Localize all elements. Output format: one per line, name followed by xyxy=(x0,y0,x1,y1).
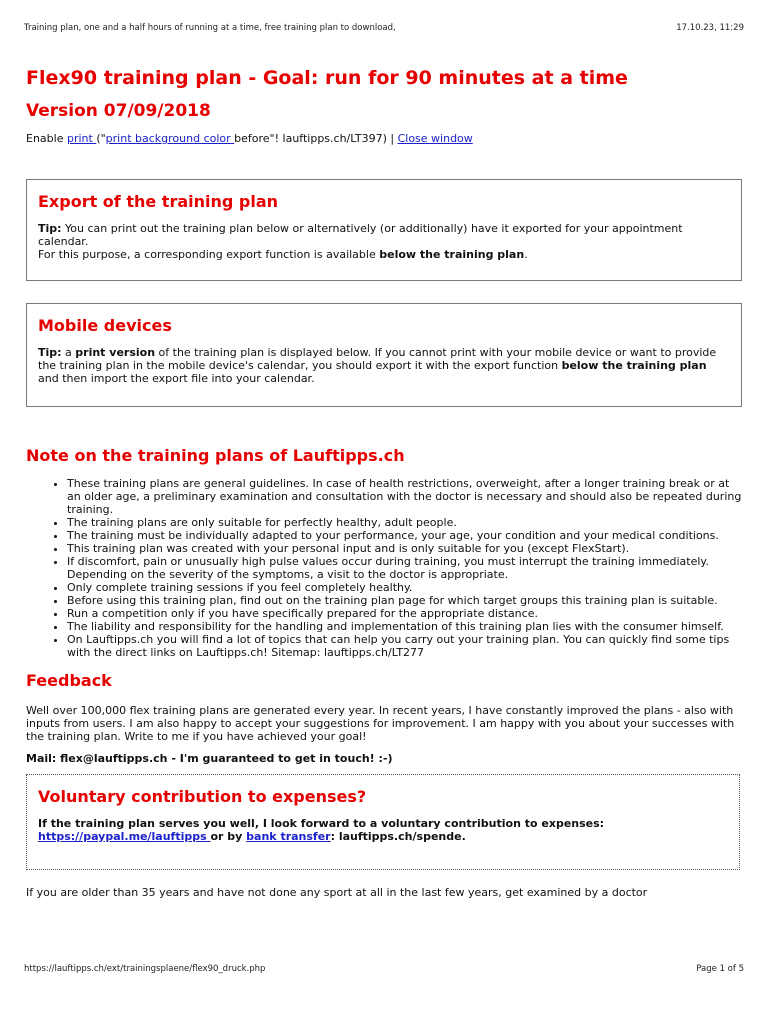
enable-print-line xyxy=(26,132,742,145)
contribution-box xyxy=(26,774,740,870)
contribution-heading: Voluntary contribution to expenses? xyxy=(38,787,367,806)
mobile-t1: a xyxy=(61,346,76,359)
mobile-tip-label: Tip: xyxy=(38,346,62,359)
list-item: • If discomfort, pain or unusually high pulse values occur during training, you must interrupt the training immediately. Depending on the severity of the symptoms, a visit to the doctor is appropriate. xyxy=(67,555,742,581)
notes-list xyxy=(26,477,742,659)
mobile-box xyxy=(26,303,742,407)
doctor-advice-text: If you are older than 35 years and have not done any sport at all in the last few years, get examined by a doctor xyxy=(26,886,648,899)
list-item: • On Lauftipps.ch you will find a lot of topics that can help you carry out your training plan. You can quickly find some tips with the direct links on Lauftipps.ch! Sitemap: lauftipps.ch/LT277 xyxy=(67,633,742,659)
contribution-text xyxy=(38,817,727,843)
print-footer-page: Page 1 of 5 xyxy=(696,964,744,974)
bank-transfer-link[interactable]: bank transfer xyxy=(246,830,331,843)
contribution-line1: If the training plan serves you well, I look forward to a voluntary contribution to expenses: xyxy=(38,817,605,830)
enable-prefix: Enable xyxy=(26,132,67,145)
print-header-datetime: 17.10.23, 11:29 xyxy=(676,23,744,33)
mobile-b1: print version xyxy=(75,346,156,359)
enable-mid1: (" xyxy=(96,132,106,145)
list-item: • Only complete training sessions if you feel completely healthy. xyxy=(67,581,742,594)
page-title: Flex90 training plan - Goal: run for 90 minutes at a time xyxy=(26,67,628,89)
print-footer xyxy=(24,963,744,976)
contribution-suffix: : lauftipps.ch/spende. xyxy=(330,830,466,843)
mobile-t2: of the training plan is displayed below. If you cannot print with your mobile device or want to provide the training plan in the mobile device's calendar, you should export it with the export function xyxy=(38,346,717,372)
mobile-heading: Mobile devices xyxy=(38,316,172,335)
close-window-link[interactable]: Close window xyxy=(397,132,473,145)
export-heading: Export of the training plan xyxy=(38,192,279,211)
list-item: • The training must be individually adapted to your performance, your age, your condition and your medical conditions. xyxy=(67,529,742,542)
print-background-color-link[interactable]: print background color xyxy=(105,132,235,145)
notes-heading: Note on the training plans of Lauftipps.ch xyxy=(26,446,405,465)
list-item: • The liability and responsibility for the handling and implementation of this training plan lies with the consumer himself. xyxy=(67,620,742,633)
list-item: • Before using this training plan, find out on the training plan page for which target groups this training plan is suitable. xyxy=(67,594,742,607)
mobile-text xyxy=(38,346,729,385)
print-footer-url: https://lauftipps.ch/ext/trainingsplaene/flex90_druck.php xyxy=(24,964,266,974)
print-link[interactable]: print xyxy=(66,132,97,145)
mobile-b2: below the training plan xyxy=(561,359,707,372)
feedback-mail: Mail: flex@lauftipps.ch - I'm guaranteed to get in touch! :-) xyxy=(26,752,393,765)
export-box xyxy=(26,179,742,281)
page-content xyxy=(26,66,742,899)
version-heading: Version 07/09/2018 xyxy=(26,101,211,121)
export-text xyxy=(38,222,729,261)
list-item: • This training plan was created with your personal input and is only suitable for you (except FlexStart). xyxy=(67,542,742,555)
export-tip-label: Tip: xyxy=(38,222,62,235)
contribution-mid: or by xyxy=(210,830,247,843)
feedback-text: Well over 100,000 flex training plans are generated every year. In recent years, I have constantly improved the plans - also with inputs from users. I am also happy to accept your suggestions for improvement. I am happy with you about your successes with the training plan. Write to me if you have achieved your goal! xyxy=(26,704,735,743)
list-item: • The training plans are only suitable for perfectly healthy, adult people. xyxy=(67,516,742,529)
enable-mid2: before"! lauftipps.ch/LT397) | xyxy=(234,132,398,145)
mobile-t3: and then import the export file into your calendar. xyxy=(38,372,315,385)
print-header-title: Training plan, one and a half hours of running at a time, free training plan to download, xyxy=(24,23,396,33)
print-header xyxy=(24,22,744,35)
list-item: • These training plans are general guidelines. In case of health restrictions, overweight, after a longer training break or at an older age, a preliminary examination and consultation with the doctor is necessary and should also be repeated during training. xyxy=(67,477,742,516)
export-line1: You can print out the training plan below or alternatively (or additionally) have it exported for your appointment calendar. xyxy=(38,222,683,248)
paypal-link[interactable]: https://paypal.me/lauftipps xyxy=(38,830,211,843)
feedback-heading: Feedback xyxy=(26,671,112,690)
export-line2-bold: below the training plan xyxy=(379,248,525,261)
export-line2-prefix: For this purpose, a corresponding export function is available xyxy=(38,248,380,261)
list-item: • Run a competition only if you have specifically prepared for the appropriate distance. xyxy=(67,607,742,620)
export-line2-suffix: . xyxy=(524,248,528,261)
